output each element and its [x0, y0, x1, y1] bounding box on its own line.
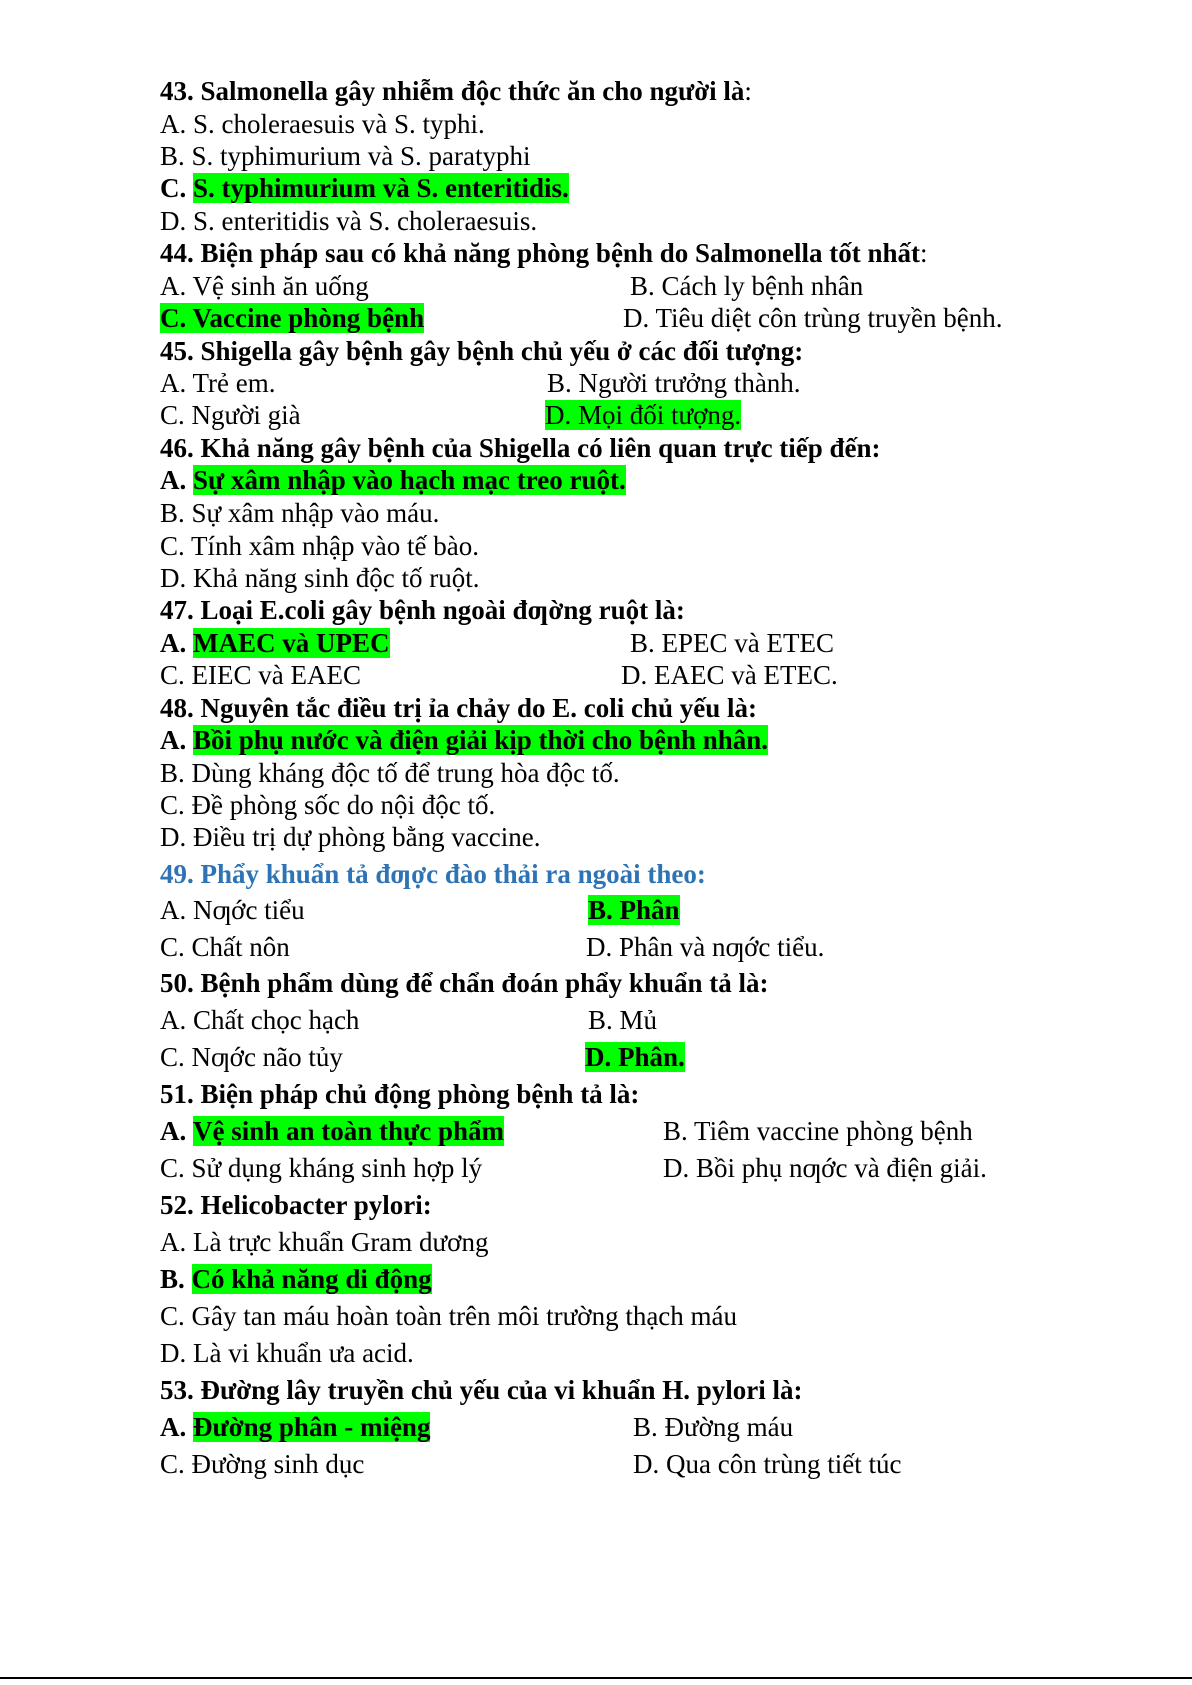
q46-option-c: C. Tính xâm nhập vào tế bào.: [160, 531, 479, 561]
q48-option-a-letter: A.: [160, 725, 187, 755]
q46-option-a-answer: Sự xâm nhập vào hạch mạc treo ruột.: [193, 465, 626, 495]
q47-option-a-answer: MAEC và UPEC: [193, 628, 390, 658]
q52-option-a: A. Là trực khuẩn Gram dương: [160, 1227, 489, 1257]
q49-option-b: [588, 893, 680, 927]
q48-option-b: B. Dùng kháng độc tố để trung hòa độc tố.: [160, 758, 620, 788]
q47-option-c: C. EIEC và EAEC: [160, 660, 361, 690]
question-49-title: 49. Phẩy khuẩn tả đƣợc đào thải ra ngoài theo:: [160, 859, 706, 889]
question-44-text: 44. Biện pháp sau có khả năng phòng bệnh do Salmonella tốt nhất: [160, 238, 920, 268]
question-51-title: 51. Biện pháp chủ động phòng bệnh tả là:: [160, 1079, 640, 1109]
question-46-title: 46. Khả năng gây bệnh của Shigella có liên quan trực tiếp đến:: [160, 433, 881, 463]
page-bottom-border: [0, 1677, 1192, 1679]
q52-option-c: C. Gây tan máu hoàn toàn trên môi trường thạch máu: [160, 1301, 738, 1331]
q44-option-a: A. Vệ sinh ăn uống: [160, 271, 369, 301]
q49-option-b-answer: B. Phân: [588, 895, 680, 925]
q53-option-a-letter: A.: [160, 1412, 187, 1442]
q46-option-a: [160, 463, 626, 497]
q44-option-d: D. Tiêu diệt côn trùng truyền bệnh.: [623, 303, 1003, 333]
question-45-title: 45. Shigella gây bệnh gây bệnh chủ yếu ở các đối tượng:: [160, 336, 804, 366]
q43-option-a: A. S. choleraesuis và S. typhi.: [160, 109, 485, 139]
question-44-title: [160, 236, 928, 270]
q51-option-c: C. Sử dụng kháng sinh hợp lý: [160, 1153, 483, 1183]
q53-option-a-answer: Đường phân - miệng: [193, 1412, 431, 1442]
q47-option-a: [160, 626, 390, 660]
q52-option-b-answer: Có khả năng di động: [191, 1264, 432, 1294]
q52-option-d: D. Là vi khuẩn ưa acid.: [160, 1338, 414, 1368]
q49-option-c: C. Chất nôn: [160, 932, 290, 962]
question-50-title: 50. Bệnh phẩm dùng để chẩn đoán phẩy khuẩn tả là:: [160, 968, 769, 998]
q47-option-b: B. EPEC và ETEC: [630, 628, 834, 658]
q43-option-d: D. S. enteritidis và S. choleraesuis.: [160, 206, 538, 236]
q46-option-a-letter: A.: [160, 465, 187, 495]
q47-option-a-letter: A.: [160, 628, 187, 658]
q49-option-a: A. Nƣớc tiểu: [160, 895, 305, 925]
question-48-title: 48. Nguyên tắc điều trị ỉa chảy do E. coli chủ yếu là:: [160, 693, 758, 723]
q45-option-d-answer: D. Mọi đối tượng.: [545, 400, 742, 430]
q51-option-a-letter: A.: [160, 1116, 187, 1146]
q45-option-d: [545, 398, 741, 432]
q43-option-c-answer: S. typhimurium và S. enteritidis.: [193, 173, 569, 203]
q44-option-c: [160, 301, 424, 335]
q52-option-b: [160, 1262, 432, 1296]
q45-option-b: B. Người trưởng thành.: [547, 368, 801, 398]
q51-option-b: B. Tiêm vaccine phòng bệnh: [663, 1116, 973, 1146]
question-43-colon: :: [744, 76, 752, 106]
q50-option-d-answer: D. Phân.: [585, 1042, 685, 1072]
question-53-title: 53. Đường lây truyền chủ yếu của vi khuẩn H. pylori là:: [160, 1375, 803, 1405]
q48-option-d: D. Điều trị dự phòng bằng vaccine.: [160, 822, 541, 852]
q53-option-b: B. Đường máu: [633, 1412, 794, 1442]
q45-option-a: A. Trẻ em.: [160, 368, 276, 398]
q45-option-c: C. Người già: [160, 400, 301, 430]
question-47-title: 47. Loại E.coli gây bệnh ngoài đƣờng ruột là:: [160, 595, 685, 625]
q53-option-d: D. Qua côn trùng tiết túc: [633, 1449, 902, 1479]
question-44-colon: :: [920, 238, 928, 268]
q53-option-a: [160, 1410, 430, 1444]
q51-option-d: D. Bồi phụ nƣớc và điện giải.: [663, 1153, 987, 1183]
q50-option-b: B. Mủ: [588, 1005, 658, 1035]
question-43-title: [160, 74, 752, 108]
q46-option-b: B. Sự xâm nhập vào máu.: [160, 498, 440, 528]
q53-option-c: C. Đường sinh dục: [160, 1449, 365, 1479]
q43-option-b: B. S. typhimurium và S. paratyphi: [160, 141, 531, 171]
question-43-text: 43. Salmonella gây nhiễm độc thức ăn cho người là: [160, 76, 745, 106]
q52-option-b-letter: B.: [160, 1264, 185, 1294]
q43-option-c-letter: C.: [160, 173, 187, 203]
q50-option-a: A. Chất chọc hạch: [160, 1005, 360, 1035]
q44-option-b: B. Cách ly bệnh nhân: [630, 271, 864, 301]
q50-option-c: C. Nƣớc não tủy: [160, 1042, 343, 1072]
q51-option-a-answer: Vệ sinh an toàn thực phẩm: [193, 1116, 505, 1146]
q46-option-d: D. Khả năng sinh độc tố ruột.: [160, 563, 480, 593]
q50-option-d: [585, 1040, 685, 1074]
q48-option-a: [160, 723, 768, 757]
q47-option-d: D. EAEC và ETEC.: [621, 660, 838, 690]
question-52-title: 52. Helicobacter pylori:: [160, 1190, 432, 1220]
q44-option-c-answer: C. Vaccine phòng bệnh: [160, 303, 425, 333]
q51-option-a: [160, 1114, 504, 1148]
q48-option-c: C. Đề phòng sốc do nội độc tố.: [160, 790, 496, 820]
q49-option-d: D. Phân và nƣớc tiểu.: [586, 932, 825, 962]
q43-option-c: [160, 171, 569, 205]
q48-option-a-answer: Bồi phụ nước và điện giải kịp thời cho bệnh nhân.: [193, 725, 769, 755]
